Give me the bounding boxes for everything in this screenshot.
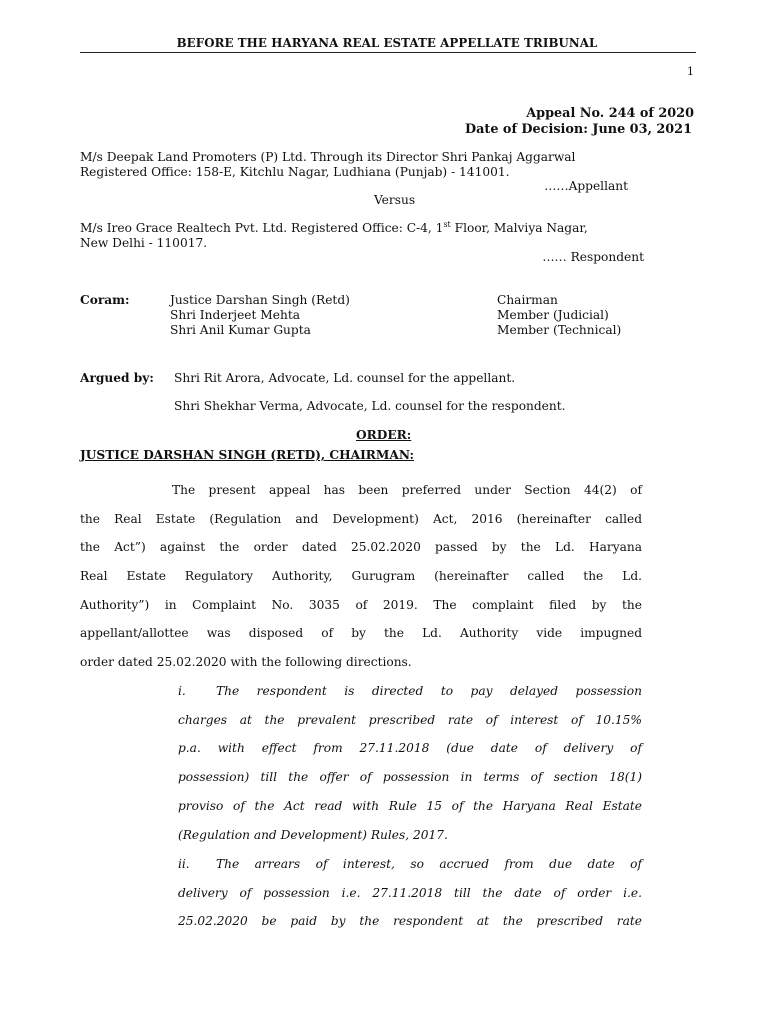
para-line: appellant/allottee was disposed of by the Ld. Authority vide impugned bbox=[80, 626, 642, 640]
respondent-line-1 bbox=[80, 221, 588, 235]
direction-number: ii. bbox=[178, 857, 190, 871]
respondent-line-1b: Floor, Malviya Nagar, bbox=[450, 221, 588, 235]
coram-member-name: Shri Inderjeet Mehta bbox=[170, 308, 300, 322]
respondent-line-1-sup: st bbox=[443, 219, 451, 229]
direction-line: p.a. with effect from 27.11.2018 (due date of delivery of bbox=[178, 741, 642, 755]
appellant-counsel: Shri Rit Arora, Advocate, Ld. counsel for the appellant. bbox=[174, 371, 516, 385]
direction-line: 25.02.2020 be paid by the respondent at the prescribed rate bbox=[178, 914, 642, 928]
appellant-role: ……Appellant bbox=[544, 179, 628, 193]
coram-member-position: Member (Judicial) bbox=[497, 308, 609, 322]
direction-line: The arrears of interest, so accrued from due date of bbox=[216, 857, 642, 871]
header-rule bbox=[80, 52, 696, 53]
para-line: The present appeal has been preferred under Section 44(2) of bbox=[172, 483, 642, 497]
direction-line: possession) till the offer of possession in terms of section 18(1) bbox=[178, 770, 642, 784]
decision-date: Date of Decision: June 03, 2021 bbox=[465, 122, 692, 137]
para-line: the Act”) against the order dated 25.02.2020 passed by the Ld. Haryana bbox=[80, 540, 642, 554]
direction-line: delivery of possession i.e. 27.11.2018 till the date of order i.e. bbox=[178, 886, 642, 900]
direction-number: i. bbox=[178, 684, 186, 698]
direction-line: proviso of the Act read with Rule 15 of the Haryana Real Estate bbox=[178, 799, 642, 813]
para-line: Real Estate Regulatory Authority, Gurugram (hereinafter called the Ld. bbox=[80, 569, 642, 583]
coram-member-position: Member (Technical) bbox=[497, 323, 622, 337]
respondent-line-2: New Delhi - 110017. bbox=[80, 236, 208, 250]
para-line: order dated 25.02.2020 with the following directions. bbox=[80, 655, 412, 669]
page-number: 1 bbox=[687, 65, 694, 78]
coram-member-name: Justice Darshan Singh (Retd) bbox=[170, 293, 350, 307]
order-heading: ORDER: bbox=[356, 428, 412, 442]
versus-label: Versus bbox=[374, 193, 416, 207]
respondent-counsel: Shri Shekhar Verma, Advocate, Ld. counsel for the respondent. bbox=[174, 399, 566, 413]
respondent-role: …… Respondent bbox=[542, 250, 644, 264]
coram-member-position: Chairman bbox=[497, 293, 558, 307]
appellant-line-2: Registered Office: 158-E, Kitchlu Nagar, Ludhiana (Punjab) - 141001. bbox=[80, 165, 510, 179]
appellant-line-1: M/s Deepak Land Promoters (P) Ltd. Through its Director Shri Pankaj Aggarwal bbox=[80, 150, 576, 164]
appeal-number: Appeal No. 244 of 2020 bbox=[526, 106, 694, 121]
tribunal-header: BEFORE THE HARYANA REAL ESTATE APPELLATE TRIBUNAL bbox=[176, 36, 598, 50]
respondent-line-1a: M/s Ireo Grace Realtech Pvt. Ltd. Registered Office: C-4, 1 bbox=[80, 221, 444, 235]
argued-by-label: Argued by: bbox=[80, 371, 154, 385]
order-author: JUSTICE DARSHAN SINGH (RETD), CHAIRMAN: bbox=[80, 448, 415, 462]
direction-line: The respondent is directed to pay delayed possession bbox=[216, 684, 642, 698]
coram-member-name: Shri Anil Kumar Gupta bbox=[170, 323, 311, 337]
direction-line: charges at the prevalent prescribed rate of interest of 10.15% bbox=[178, 713, 642, 727]
direction-line: (Regulation and Development) Rules, 2017. bbox=[178, 828, 448, 842]
coram-label: Coram: bbox=[80, 293, 130, 307]
para-line: the Real Estate (Regulation and Development) Act, 2016 (hereinafter called bbox=[80, 512, 642, 526]
para-line: Authority”) in Complaint No. 3035 of 2019. The complaint filed by the bbox=[80, 598, 642, 612]
